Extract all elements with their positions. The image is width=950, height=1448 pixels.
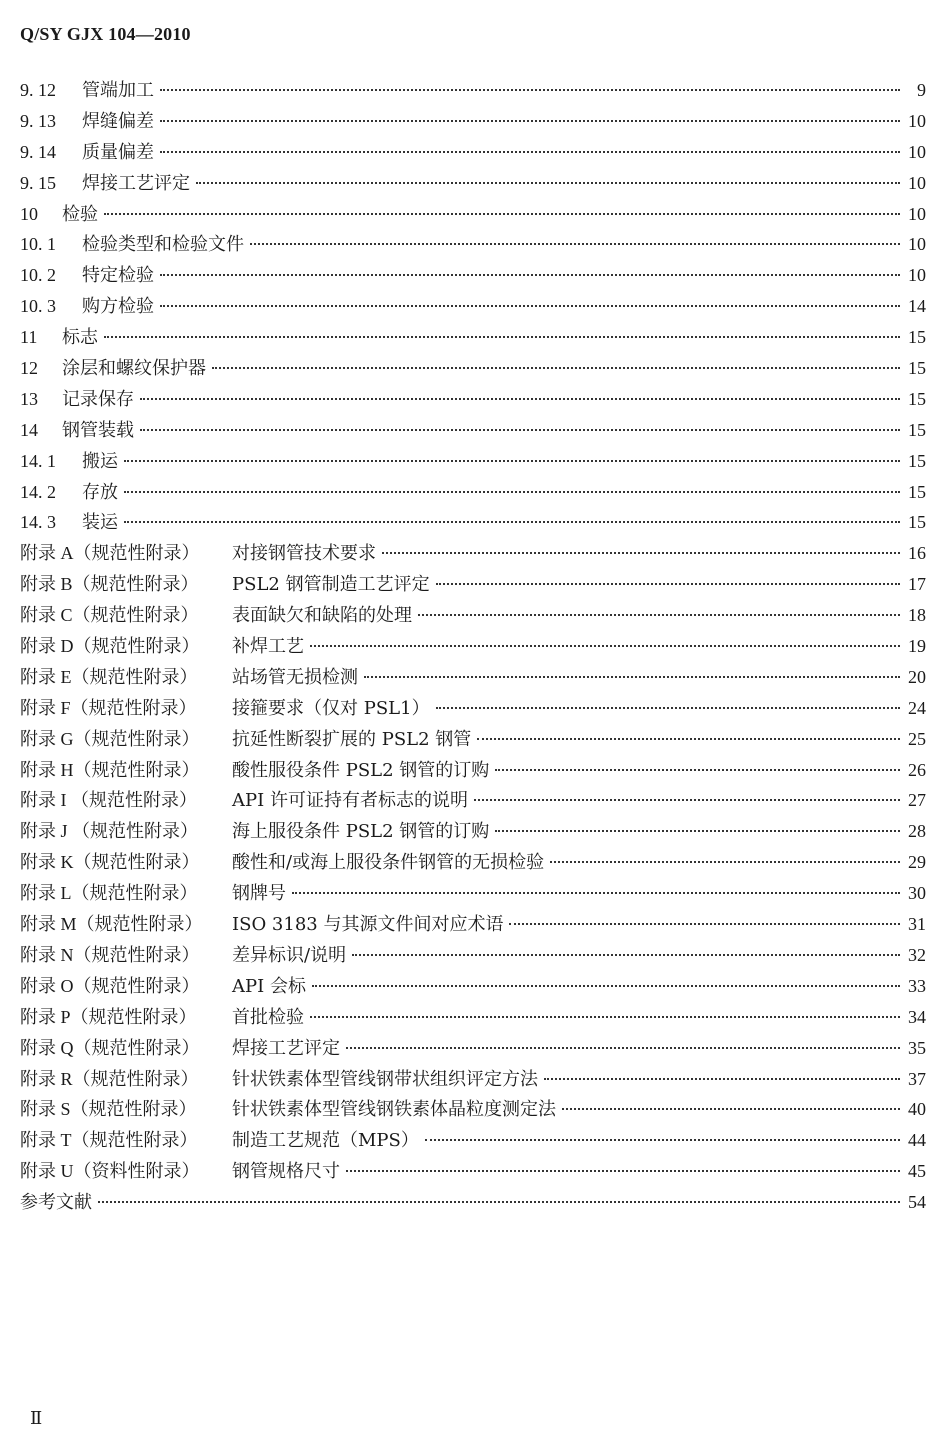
page-number: Ⅱ (30, 1408, 43, 1428)
dot-leader (160, 120, 900, 122)
toc-entry-number: 附录 E（规范性附录） (20, 666, 198, 687)
toc-entry[interactable] (20, 230, 926, 261)
toc-entry[interactable] (20, 1095, 926, 1126)
toc-entry[interactable] (20, 323, 926, 354)
toc-entry-page: 15 (908, 419, 926, 440)
toc-entry-page: 37 (908, 1068, 926, 1089)
toc-entry-title: 差异标识/说明 (232, 944, 347, 966)
dot-leader (160, 151, 900, 153)
dot-leader (364, 676, 900, 678)
dot-leader (160, 305, 900, 307)
toc-entry-title: 标志 (62, 327, 98, 349)
dot-leader (509, 923, 900, 925)
toc-entry[interactable] (20, 879, 926, 910)
toc-entry[interactable] (20, 292, 926, 323)
toc-entry-title: 参考文献 (20, 1192, 92, 1214)
toc-entry[interactable] (20, 107, 926, 138)
toc-entry-title: 检验 (62, 203, 98, 225)
toc-entry-page: 10 (908, 141, 926, 162)
toc-entry-title: 针状铁素体型管线钢铁素体晶粒度测定法 (232, 1099, 556, 1121)
toc-entry[interactable] (20, 786, 926, 817)
dot-leader (140, 429, 900, 431)
toc-entry-number: 附录 U（资料性附录） (20, 1161, 200, 1182)
toc-entry-title: 制造工艺规范（MPS） (232, 1130, 419, 1152)
toc-entry-page: 16 (908, 543, 926, 564)
toc-entry-title: 搬运 (82, 450, 118, 472)
toc-entry[interactable] (20, 570, 926, 601)
toc-entry-title: 焊接工艺评定 (232, 1037, 340, 1059)
toc-entry[interactable] (20, 848, 926, 879)
dot-leader (196, 182, 900, 184)
toc-entry[interactable] (20, 1003, 926, 1034)
toc-entry-page: 10 (908, 234, 926, 255)
toc-entry-page: 15 (908, 327, 926, 348)
dot-leader (124, 491, 900, 493)
dot-leader (382, 552, 900, 554)
toc-entry-title: 酸性服役条件 PSL2 钢管的订购 (232, 759, 490, 781)
toc-entry-page: 32 (908, 944, 926, 965)
dot-leader (250, 243, 900, 245)
toc-entry-number: 12 (20, 358, 38, 379)
toc-entry-page: 14 (908, 296, 926, 317)
dot-leader (312, 985, 900, 987)
toc-entry[interactable] (20, 1126, 926, 1157)
dot-leader (346, 1047, 900, 1049)
toc-entry-number: 11 (20, 327, 38, 348)
toc-entry-number: 附录 A（规范性附录） (20, 543, 200, 564)
toc-entry[interactable] (20, 1188, 926, 1219)
document-code: Q/SY GJX 104—2010 (20, 24, 191, 44)
dot-leader (160, 274, 900, 276)
toc-entry-title: 存放 (82, 481, 118, 503)
toc-entry-page: 20 (908, 666, 926, 687)
dot-leader (140, 398, 900, 400)
toc-entry-title: 抗延性断裂扩展的 PSL2 钢管 (232, 728, 472, 750)
toc-entry-page: 29 (908, 852, 926, 873)
dot-leader (310, 1016, 900, 1018)
toc-entry-number: 附录 K（规范性附录） (20, 852, 200, 873)
toc-entry-title: 钢管装载 (62, 419, 134, 441)
dot-leader (550, 861, 900, 863)
dot-leader (436, 583, 900, 585)
toc-entry[interactable] (20, 261, 926, 292)
toc-entry-title: PSL2 钢管制造工艺评定 (232, 574, 430, 596)
toc-entry-page: 10 (908, 110, 926, 131)
toc-entry[interactable] (20, 632, 926, 663)
dot-leader (474, 799, 900, 801)
toc-entry-page: 40 (908, 1099, 926, 1120)
toc-entry-page: 10 (908, 172, 926, 193)
dot-leader (418, 614, 900, 616)
toc-entry[interactable] (20, 200, 926, 231)
toc-entry-page: 33 (908, 975, 926, 996)
toc-entry-title: 钢管规格尺寸 (232, 1161, 340, 1183)
toc-entry-number: 9. 14 (20, 141, 56, 162)
dot-leader (352, 954, 900, 956)
toc-entry-number: 9. 13 (20, 110, 56, 131)
toc-entry-title: 购方检验 (82, 296, 154, 318)
toc-entry-page: 17 (908, 574, 926, 595)
toc-entry[interactable] (20, 478, 926, 509)
toc-entry[interactable] (20, 756, 926, 787)
toc-entry-title: 管端加工 (82, 80, 154, 101)
toc-entry-page: 15 (908, 481, 926, 502)
toc-entry-page: 15 (908, 512, 926, 533)
toc-entry-title: 质量偏差 (82, 141, 154, 163)
toc-entry-number: 9. 12 (20, 80, 56, 100)
toc-entry-page: 25 (908, 728, 926, 749)
toc-entry-title: 首批检验 (232, 1006, 304, 1028)
toc-entry[interactable] (20, 1034, 926, 1065)
toc-entry-number: 附录 R（规范性附录） (20, 1068, 199, 1089)
toc-entry[interactable] (20, 385, 926, 416)
toc-entry-number: 附录 J （规范性附录） (20, 821, 199, 842)
dot-leader (544, 1078, 900, 1080)
toc-entry[interactable] (20, 1065, 926, 1096)
toc-entry[interactable] (20, 601, 926, 632)
dot-leader (477, 738, 900, 740)
toc-entry-number: 附录 F（规范性附录） (20, 697, 197, 718)
toc-entry[interactable] (20, 354, 926, 385)
toc-entry-number: 附录 D（规范性附录） (20, 636, 200, 657)
toc-entry-title: 记录保存 (62, 388, 134, 410)
toc-entry-number: 附录 I （规范性附录） (20, 790, 197, 811)
toc-entry-page: 15 (908, 358, 926, 379)
toc-entry-number: 附录 G（规范性附录） (20, 728, 200, 749)
toc-entry-page: 24 (908, 697, 926, 718)
toc-entry-number: 附录 T（规范性附录） (20, 1130, 198, 1151)
toc-entry-page: 44 (908, 1130, 926, 1151)
toc-entry-title: 海上服役条件 PSL2 钢管的订购 (232, 821, 490, 843)
toc-entry-page: 15 (908, 450, 926, 471)
dot-leader (562, 1108, 900, 1110)
toc-entry-page: 15 (908, 388, 926, 409)
toc-entry[interactable] (20, 416, 926, 447)
toc-entry-page: 27 (908, 790, 926, 811)
toc-entry[interactable] (20, 169, 926, 200)
toc-entry[interactable] (20, 539, 926, 570)
toc-entry-number: 10. 1 (20, 234, 56, 255)
toc-entry[interactable] (20, 694, 926, 725)
toc-entry-number: 附录 L（规范性附录） (20, 883, 198, 904)
toc-entry[interactable] (20, 663, 926, 694)
dot-leader (124, 521, 900, 523)
toc-entry-page: 28 (908, 821, 926, 842)
dot-leader (292, 892, 900, 894)
toc-entry-title: API 会标 (232, 975, 306, 997)
toc-entry-number: 10 (20, 203, 38, 224)
toc-entry[interactable] (20, 508, 926, 539)
toc-entry[interactable] (20, 76, 926, 107)
toc-entry[interactable] (20, 725, 926, 756)
dot-leader (124, 460, 900, 462)
toc-entry[interactable] (20, 138, 926, 169)
toc-entry-title: 检验类型和检验文件 (82, 234, 244, 256)
toc-entry-number: 附录 P（规范性附录） (20, 1006, 197, 1027)
toc-entry[interactable] (20, 447, 926, 478)
toc-entry-page: 35 (908, 1037, 926, 1058)
dot-leader (104, 213, 900, 215)
toc-entry-page: 54 (908, 1192, 926, 1213)
toc-entry-title: 焊缝偏差 (82, 110, 154, 132)
toc-entry-page: 34 (908, 1006, 926, 1027)
toc-entry-number: 10. 2 (20, 265, 56, 286)
toc-entry-number: 14. 1 (20, 450, 56, 471)
dot-leader (160, 89, 900, 91)
dot-leader (212, 367, 900, 369)
toc-entry-number: 附录 B（规范性附录） (20, 574, 199, 595)
toc-entry[interactable] (20, 1157, 926, 1188)
toc-entry-title: ISO 3183 与其源文件间对应术语 (232, 914, 504, 936)
toc-entry-title: 表面缺欠和缺陷的处理 (232, 605, 412, 627)
toc-entry-number: 附录 M（规范性附录） (20, 914, 203, 935)
toc-entry-page: 26 (908, 759, 926, 780)
dot-leader (98, 1201, 900, 1203)
dot-leader (436, 707, 900, 709)
toc-entry-number: 附录 O（规范性附录） (20, 975, 200, 996)
toc-entry-title: 针状铁素体型管线钢带状组织评定方法 (232, 1068, 538, 1090)
toc-entry-title: 钢牌号 (232, 883, 286, 905)
toc-entry[interactable] (20, 910, 926, 941)
toc-entry-page: 10 (908, 203, 926, 224)
dot-leader (495, 769, 900, 771)
toc-entry-number: 14. 2 (20, 481, 56, 502)
toc-entry[interactable] (20, 972, 926, 1003)
dot-leader (310, 645, 900, 647)
toc-entry-number: 10. 3 (20, 296, 56, 317)
toc-entry-number: 14 (20, 419, 38, 440)
dot-leader (495, 830, 900, 832)
toc-entry-page: 9 (917, 80, 926, 100)
toc-entry-page: 10 (908, 265, 926, 286)
table-of-contents (20, 76, 926, 1219)
toc-entry-title: 接箍要求（仅对 PSL1） (232, 697, 430, 719)
toc-entry-number: 附录 Q（规范性附录） (20, 1037, 200, 1058)
toc-entry-title: 焊接工艺评定 (82, 172, 190, 194)
toc-entry-number: 附录 H（规范性附录） (20, 759, 200, 780)
toc-entry-page: 30 (908, 883, 926, 904)
toc-entry-title: API 许可证持有者标志的说明 (232, 790, 468, 812)
dot-leader (425, 1139, 900, 1141)
toc-entry[interactable] (20, 941, 926, 972)
toc-entry[interactable] (20, 817, 926, 848)
toc-entry-number: 附录 C（规范性附录） (20, 605, 199, 626)
toc-entry-number: 附录 S（规范性附录） (20, 1099, 197, 1120)
toc-entry-number: 9. 15 (20, 172, 56, 193)
dot-leader (104, 336, 900, 338)
toc-entry-page: 18 (908, 605, 926, 626)
toc-entry-title: 酸性和/或海上服役条件钢管的无损检验 (232, 852, 545, 874)
toc-entry-title: 装运 (82, 512, 118, 534)
dot-leader (346, 1170, 900, 1172)
toc-entry-title: 特定检验 (82, 265, 154, 287)
toc-entry-title: 站场管无损检测 (232, 666, 358, 688)
toc-entry-title: 涂层和螺纹保护器 (62, 358, 206, 380)
toc-entry-page: 31 (908, 914, 926, 935)
toc-entry-title: 对接钢管技术要求 (232, 543, 376, 565)
toc-entry-number: 附录 N（规范性附录） (20, 944, 200, 965)
toc-entry-number: 13 (20, 388, 38, 409)
toc-entry-number: 14. 3 (20, 512, 56, 533)
toc-entry-page: 45 (908, 1161, 926, 1182)
toc-entry-page: 19 (908, 636, 926, 657)
toc-entry-title: 补焊工艺 (232, 636, 304, 658)
